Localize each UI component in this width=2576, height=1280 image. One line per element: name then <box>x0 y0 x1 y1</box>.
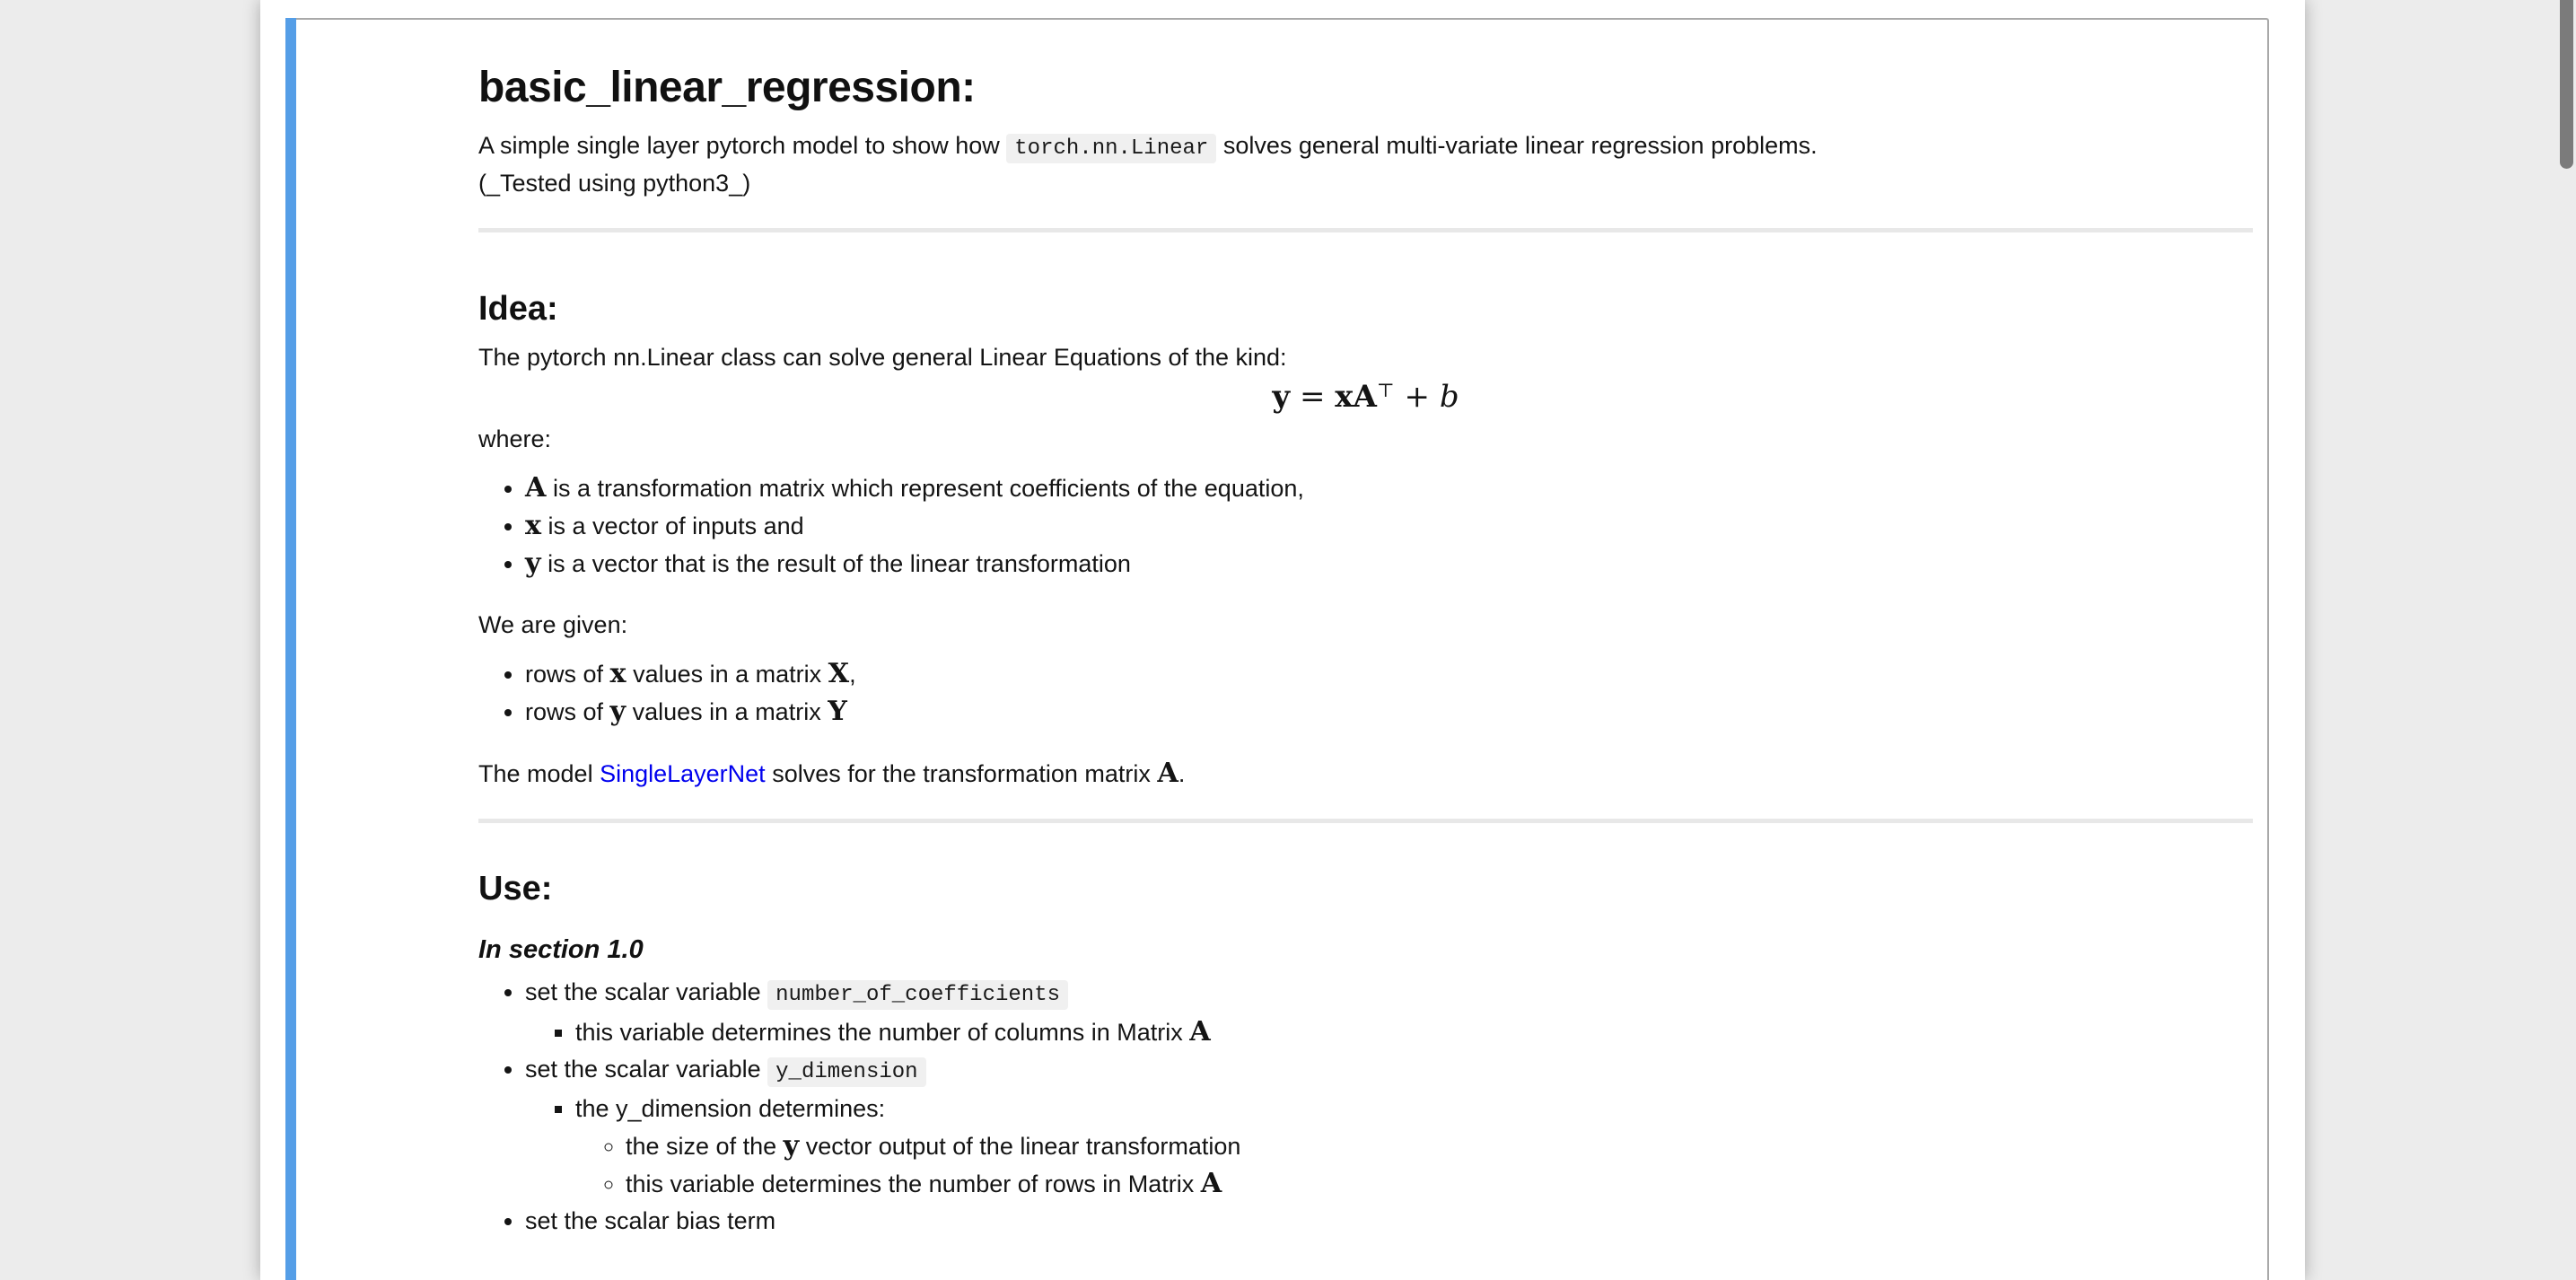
idea-lead-paragraph <box>478 340 2253 375</box>
where-label: where: <box>478 425 552 453</box>
text-run: the size of the <box>626 1133 784 1161</box>
list-item <box>525 469 2253 507</box>
list-item <box>575 1013 2253 1051</box>
text-run: vector output of the linear transformation <box>799 1133 1241 1161</box>
equation-operator: = <box>1290 379 1336 416</box>
nested-list <box>525 1013 2253 1051</box>
given-label: We are given: <box>478 611 628 639</box>
list-item <box>525 974 2253 1051</box>
text-run: (_Tested using python3_) <box>478 170 751 197</box>
list-item <box>525 507 2253 545</box>
text-run: solves general multi-variate linear regression problems. <box>1216 132 1818 160</box>
math-symbol: A <box>1157 758 1178 790</box>
math-symbol: x <box>609 658 626 690</box>
list-item <box>525 1203 2253 1240</box>
markdown-cell[interactable] <box>296 18 2269 1280</box>
text-run: set the scalar bias term <box>525 1207 776 1235</box>
math-symbol: A <box>1189 1016 1211 1048</box>
idea-heading: Idea: <box>478 290 558 329</box>
scrollbar-thumb[interactable] <box>2560 0 2573 169</box>
math-symbol: Y <box>828 696 847 728</box>
text-run: rows of <box>525 698 610 726</box>
math-symbol: y <box>783 1130 800 1162</box>
model-paragraph <box>478 756 2253 792</box>
list-item <box>525 1051 2253 1203</box>
text-run: values in a matrix <box>626 661 828 688</box>
text-run: , <box>849 661 856 688</box>
notebook-page <box>260 0 2305 1280</box>
section-divider <box>478 228 2253 232</box>
math-symbol: xA <box>1335 379 1377 416</box>
text-run: set the scalar variable <box>525 978 768 1006</box>
list-item <box>525 693 2253 731</box>
text-run: this variable determines the number of rows in Matrix <box>626 1170 1201 1198</box>
list-item <box>525 545 2253 583</box>
singlelayernet-link[interactable]: SingleLayerNet <box>600 760 766 788</box>
use-heading: Use: <box>478 870 553 908</box>
math-symbol: A <box>525 472 547 504</box>
where-list <box>478 469 2253 583</box>
text-run: rows of <box>525 661 610 688</box>
intro-paragraph <box>478 128 2253 201</box>
text-run: A simple single layer pytorch model to show how <box>478 132 1007 160</box>
math-symbol: y <box>1272 379 1291 416</box>
math-symbol: x <box>525 510 542 542</box>
text-run: is a transformation matrix which represent coefficients of the equation, <box>546 475 1304 503</box>
use-list <box>478 974 2253 1240</box>
list-item <box>626 1165 2253 1203</box>
list-item <box>626 1127 2253 1165</box>
nested-list <box>525 1091 2253 1203</box>
transpose-superscript: ⊤ <box>1376 378 1395 401</box>
math-symbol: y <box>525 548 541 580</box>
equation-operator: + <box>1394 379 1440 416</box>
cell-selection-bar[interactable] <box>285 18 296 1280</box>
text-run: solves for the transformation matrix <box>765 760 1158 788</box>
text-run: . <box>1178 760 1186 788</box>
doc-title: basic_linear_regression: <box>478 64 976 111</box>
text-run: the y_dimension determines: <box>575 1095 886 1123</box>
given-list <box>478 655 2253 731</box>
text-run: The pytorch nn.Linear class can solve general Linear Equations of the kind: <box>478 344 1287 372</box>
section-divider <box>478 819 2253 823</box>
text-run: The model <box>478 760 600 788</box>
inline-code: y_dimension <box>767 1057 925 1087</box>
nested-list <box>575 1127 2253 1203</box>
list-item <box>525 655 2253 693</box>
list-item <box>575 1091 2253 1203</box>
inline-code: torch.nn.Linear <box>1006 134 1216 163</box>
linear-equation <box>478 375 2253 422</box>
text-run: values in a matrix <box>626 698 828 726</box>
text-run: is a vector that is the result of the linear transformation <box>540 550 1131 578</box>
inline-code: number_of_coefficients <box>767 980 1068 1010</box>
math-symbol: X <box>828 658 850 690</box>
use-subheading: In section 1.0 <box>478 935 644 965</box>
math-symbol: y <box>609 696 626 728</box>
text-run: is a vector of inputs and <box>541 513 804 540</box>
math-symbol: A <box>1200 1168 1222 1200</box>
text-run: set the scalar variable <box>525 1056 768 1083</box>
text-run: this variable determines the number of columns in Matrix <box>575 1019 1190 1047</box>
markdown-content <box>296 20 2267 1280</box>
math-symbol: b <box>1439 379 1459 416</box>
